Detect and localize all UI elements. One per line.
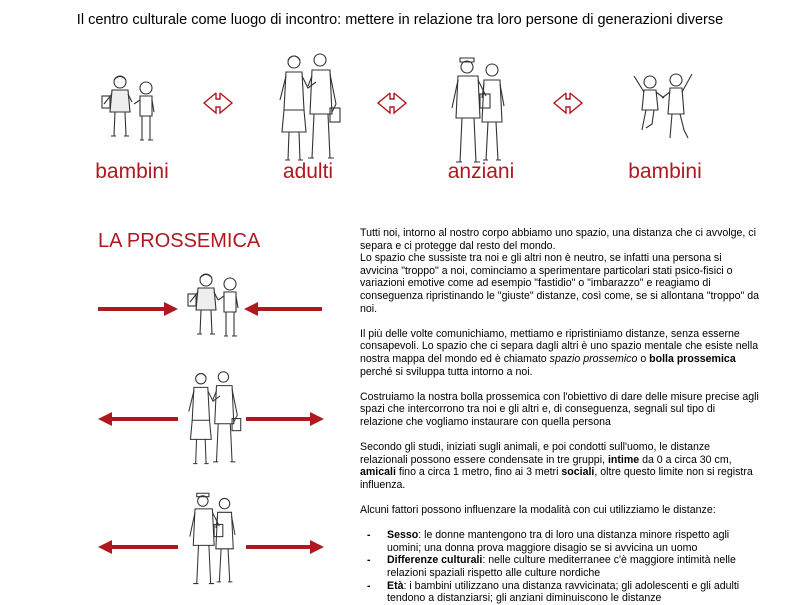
list-item bbox=[360, 580, 760, 605]
list-item bbox=[360, 554, 760, 579]
factor-text: : le donne mantengono tra di loro una distanza minore rispetto agli uomini; una donna prova maggiore disagio se si avvicina un uomo bbox=[387, 529, 730, 554]
children-figure bbox=[186, 272, 244, 344]
term-sociali: sociali bbox=[561, 466, 595, 479]
term-intime: intime bbox=[607, 453, 640, 466]
section-title: LA PROSSEMICA bbox=[98, 230, 261, 252]
generation-label-bambini-2: bambini bbox=[628, 160, 702, 183]
adults-figure bbox=[180, 370, 246, 474]
factors-list bbox=[360, 529, 760, 605]
arrow-left-icon bbox=[98, 540, 178, 554]
paragraph-2-text: Il più delle volte comunichiamo, mettiamo e ripristiniamo distanze, senza esserne consapevoli. Lo spazio che ci separa dagli altri è uno spazio mentale che esiste nella nostra mappa del mondo ed è chiamato bbox=[360, 327, 759, 365]
children-figure bbox=[100, 74, 164, 148]
factor-text: : nelle culture mediterranee c'è maggiore intimità nelle relazioni spaziali rispetto alle culture nordiche bbox=[387, 554, 736, 580]
arrow-left-icon bbox=[98, 412, 178, 426]
paragraph-4-b: da 0 a circa 30 cm, bbox=[639, 453, 732, 466]
body-text bbox=[360, 227, 760, 605]
paragraph-4-a: Secondo gli studi, iniziati sugli animali, e poi condotti sull'uomo, le distanze relazionali possono essere condensate in tre gruppi, bbox=[360, 441, 711, 466]
list-dash: - bbox=[367, 579, 371, 592]
list-dash: - bbox=[367, 529, 371, 542]
list-item bbox=[360, 529, 760, 554]
generation-label-adulti: adulti bbox=[282, 160, 334, 183]
factor-text: : i bambini utilizzano una distanza ravvicinata; gli adolescenti e gli adulti tendono a distanziarsi; gli anziani diminuiscono le distanze bbox=[387, 579, 740, 605]
child-jumping-figure bbox=[630, 68, 700, 152]
paragraph-2 bbox=[360, 328, 760, 378]
term-amicali: amicali bbox=[360, 466, 396, 479]
adults-figure bbox=[272, 52, 344, 172]
factor-name: Differenze culturali bbox=[387, 554, 483, 567]
paragraph-2-mid: o bbox=[637, 352, 650, 365]
paragraph-2-end: perché si sviluppa tutta intorno a noi. bbox=[360, 365, 533, 378]
factor-name: Sesso bbox=[387, 529, 419, 542]
paragraph-4-d: , oltre questo limite non si registra influenza. bbox=[360, 466, 753, 491]
arrow-left-icon bbox=[244, 302, 322, 316]
factor-name: Età bbox=[387, 579, 404, 592]
paragraph-1 bbox=[360, 227, 760, 315]
paragraph-5: Alcuni fattori possono influenzare la modalità con cui utilizziamo le distanze: bbox=[360, 504, 716, 517]
paragraph-1-sentence-1: Tutti noi, intorno al nostro corpo abbiamo uno spazio, una distanza che ci avvolge, ci separa e ci protegge dal resto del mondo. bbox=[360, 227, 756, 252]
paragraph-3: Costruiamo la nostra bolla prossemica con l'obiettivo di dare delle misure precise agli spazi che intercorrono tra noi e gli altri e, di conseguenza, segnali sul tipo di relazione che vogliamo instaurare con quella persona bbox=[360, 390, 759, 428]
double-arrow-icon bbox=[552, 92, 584, 114]
paragraph-4-c: fino a circa 1 metro, fino ai 3 metri bbox=[395, 466, 562, 479]
page-title: Il centro culturale come luogo di incontro: mettere in relazione tra loro persone di generazioni diverse bbox=[76, 12, 724, 28]
double-arrow-icon bbox=[376, 92, 408, 114]
arrow-right-icon bbox=[246, 540, 324, 554]
paragraph-4 bbox=[360, 441, 760, 491]
paragraph-1-sentence-2: Lo spazio che sussiste tra noi e gli altri non è neutro, se infatti una persona si avvicina "troppo" a noi, cominciamo a sperimentare particolari stati psico-fisici o variazioni emotive come ad esempio "fastidio" o "imbarazzo" e reagiamo di conseguenza ripristinando le "giuste" distanze, così come, se si allontana "troppo" da noi. bbox=[360, 252, 760, 315]
generation-label-bambini: bambini bbox=[95, 160, 169, 183]
generation-label-anziani: anziani bbox=[447, 160, 515, 183]
term-spazio-prossemico: spazio prossemico bbox=[549, 352, 638, 365]
arrow-right-icon bbox=[98, 302, 178, 316]
elderly-figure bbox=[446, 52, 516, 174]
arrow-right-icon bbox=[246, 412, 324, 426]
list-dash: - bbox=[367, 554, 371, 567]
term-bolla-prossemica: bolla prossemica bbox=[649, 352, 736, 365]
elderly-figure bbox=[184, 488, 246, 594]
double-arrow-icon bbox=[202, 92, 234, 114]
